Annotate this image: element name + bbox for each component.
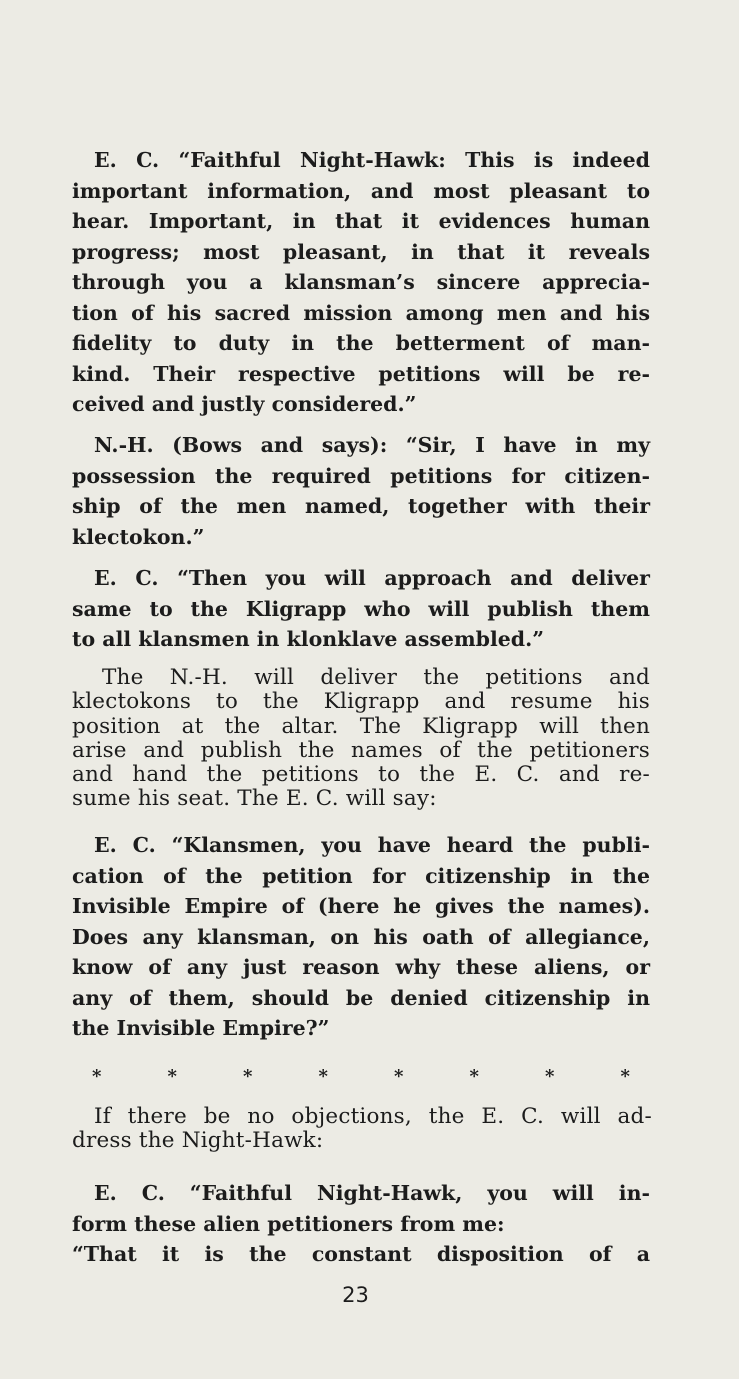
asterisk: * xyxy=(545,1066,555,1087)
text-line: kind. Their respective petitions will be re- xyxy=(72,361,650,386)
paragraph-instructions xyxy=(72,666,650,812)
asterisk: * xyxy=(394,1066,404,1087)
text-line: same to the Kligrapp who will publish them xyxy=(72,596,650,621)
text-line: tion of his sacred mission among men and his xyxy=(72,300,650,325)
text-line: position at the altar. The Kligrapp will then xyxy=(72,713,650,739)
paragraph-ec-klansmen xyxy=(72,830,650,1044)
text-line: progress; most pleasant, in that it reveals xyxy=(72,239,650,264)
text-line: klectokons to the Kligrapp and resume his xyxy=(72,689,650,715)
text-line: important information, and most pleasant to xyxy=(72,178,650,203)
text-line: cation of the petition for citizenship in the xyxy=(72,863,650,888)
text-line: If there be no objections, the E. C. will ad- xyxy=(94,1104,652,1129)
asterisk: * xyxy=(243,1066,253,1087)
text-line: any of them, should be denied citizenship in xyxy=(72,985,650,1010)
asterisk: * xyxy=(318,1066,328,1087)
text-line: and hand the petitions to the E. C. and re- xyxy=(72,762,650,788)
asterisk-divider xyxy=(92,1066,630,1087)
asterisk: * xyxy=(92,1066,102,1087)
text-line: hear. Important, in that it evidences human xyxy=(72,209,650,233)
text-line: klectokon.” xyxy=(72,524,205,549)
text-line: fidelity to duty in the betterment of man- xyxy=(72,331,650,355)
paragraph-no-objections xyxy=(72,1105,652,1154)
text-line: “That it is the constant disposition of a xyxy=(72,1242,650,1266)
text-line: E. C. “Klansmen, you have heard the publi- xyxy=(94,833,650,857)
text-line: The N.-H. will deliver the petitions and xyxy=(102,665,650,690)
text-line: possession the required petitions for citizen- xyxy=(72,463,650,488)
text-line: form these alien petitioners from me: xyxy=(72,1211,505,1236)
text-line: E. C. “Faithful Night-Hawk: This is indeed xyxy=(94,148,650,172)
paragraph-nh-petitions xyxy=(72,430,650,552)
paragraph-ec-deliver xyxy=(72,563,650,655)
text-line: Invisible Empire of (here he gives the names). xyxy=(72,894,650,918)
asterisk: * xyxy=(167,1066,177,1087)
text-line: E. C. “Faithful Night-Hawk, you will in- xyxy=(94,1181,650,1205)
page-number: 23 xyxy=(342,1283,369,1307)
text-line: ship of the men named, together with their xyxy=(72,494,650,518)
text-line: through you a klansman’s sincere apprecia- xyxy=(72,270,650,294)
text-line: know of any just reason why these aliens, or xyxy=(72,955,650,979)
asterisk: * xyxy=(469,1066,479,1087)
text-line: sume his seat. The E. C. will say: xyxy=(72,786,437,812)
paragraph-ec-response xyxy=(72,145,650,420)
text-line: ceived and justly considered.” xyxy=(72,392,417,416)
text-line: arise and publish the names of the petitioners xyxy=(72,737,650,763)
text-line: to all klansmen in klonklave assembled.” xyxy=(72,627,545,651)
text-line: the Invisible Empire?” xyxy=(72,1016,330,1040)
text-line: dress the Night-Hawk: xyxy=(72,1128,324,1154)
text-line: N.-H. (Bows and says): “Sir, I have in my xyxy=(94,433,650,457)
text-line: Does any klansman, on his oath of allegiance, xyxy=(72,924,650,949)
text-line: E. C. “Then you will approach and deliver xyxy=(94,566,650,590)
asterisk: * xyxy=(620,1066,630,1087)
paragraph-ec-inform xyxy=(72,1178,650,1270)
